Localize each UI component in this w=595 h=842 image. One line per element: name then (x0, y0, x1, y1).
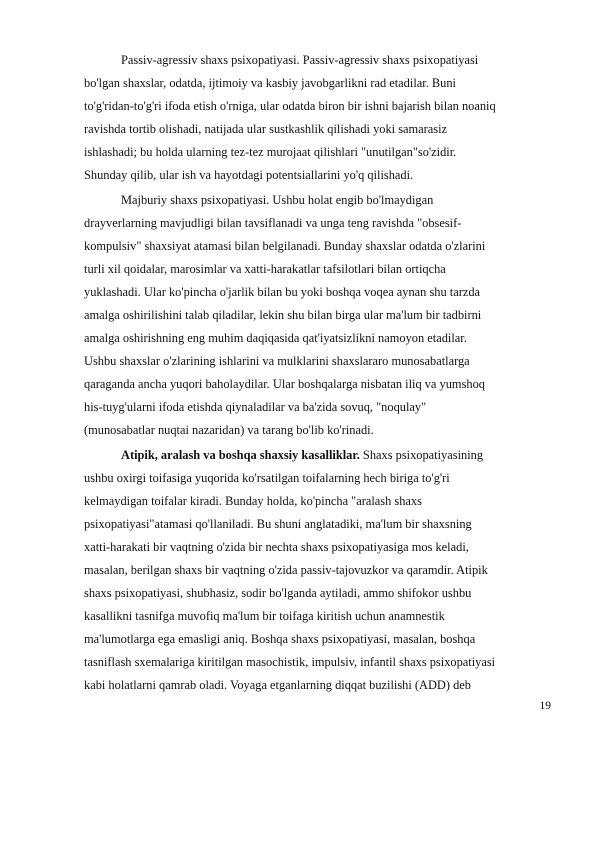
paragraph-line: amalga oshirilishini talab qiladilar, lekin shu bilan birga ular ma'lum bir tadbirni (84, 308, 482, 322)
paragraph-line: psixopatiyasi"atamasi qo'llaniladi. Bu shuni anglatadiki, ma'lum bir shaxsning (84, 517, 472, 531)
paragraph-line: shaxs psixopatiyasi, shubhasiz, sodir bo'lganda aytiladi, ammo shifokor ushbu (84, 586, 472, 600)
paragraph-line: bo'lgan shaxslar, odatda, ijtimoiy va kasbiy javobgarlikni rad etadilar. Buni (84, 76, 456, 90)
paragraph-line: kompulsiv" shaxsiyat atamasi bilan belgilanadi. Bunday shaxslar odatda o'zlarini (84, 239, 486, 253)
paragraph-line: ma'lumotlarga ega emasligi aniq. Boshqa shaxs psixopatiyasi, masalan, boshqa (84, 632, 476, 646)
paragraph-line: kelmaydigan toifalar kiradi. Bunday holda, ko'pincha "aralash shaxs (84, 494, 422, 508)
paragraph-line: masalan, berilgan shaxs bir vaqtning o'zida passiv-tajovuzkor va qaramdir. Atipik (84, 563, 488, 577)
paragraph-line: kabi holatlarni qamrab oladi. Voyaga etganlarning diqqat buzilishi (ADD) deb (84, 678, 471, 692)
paragraph-line: amalga oshirishning eng muhim daqiqasida qat'iyatsizlikni namoyon etadilar. (84, 331, 467, 345)
paragraph-line: ushbu oxirgi toifasiga yuqorida ko'rsatilgan toifalarning hech biriga to'g'ri (84, 471, 450, 485)
paragraph-line: Passiv-agressiv shaxs psixopatiyasi. Passiv-agressiv shaxs psixopatiyasi (121, 53, 479, 67)
paragraph-line: drayverlarning mavjudligi bilan tavsiflanadi va unga teng ravishda "obsesif- (84, 216, 462, 230)
section-heading: Atipik, aralash va boshqa shaxsiy kasalliklar. (121, 448, 360, 462)
paragraph-line: his-tuyg'ularni ifoda etishda qiynaladilar va ba'zida sovuq, "noqulay" (84, 400, 427, 414)
paragraph-line: turli xil qoidalar, marosimlar va xatti-harakatlar tafsilotlari bilan ortiqcha (84, 262, 446, 276)
page-number: 19 (539, 700, 551, 712)
paragraph-line: qaraganda ancha yuqori baholaydilar. Ular boshqalarga nisbatan iliq va yumshoq (84, 377, 485, 391)
paragraph-line: to'g'ridan-to'g'ri ifoda etish o'rniga, ular odatda biron bir ishni bajarish bilan noaniq (84, 99, 496, 113)
paragraph-line: Majburiy shaxs psixopatiyasi. Ushbu holat engib bo'lmaydigan (121, 193, 434, 207)
paragraph-line: (munosabatlar nuqtai nazaridan) va tarang bo'lib ko'rinadi. (84, 423, 374, 437)
paragraph-line: Ushbu shaxslar o'zlarining ishlarini va mulklarini shaxslararo munosabatlarga (84, 354, 470, 368)
paragraph-line: ravishda tortib olishadi, natijada ular sustkashlik qilishadi yoki samarasiz (84, 122, 448, 136)
paragraph-line (121, 447, 483, 463)
paragraph-line: tasniflash sxemalariga kiritilgan masochistik, impulsiv, infantil shaxs psixopatiyasi (84, 655, 496, 669)
paragraph-line: ishlashadi; bu holda ularning tez-tez murojaat qilishlari "unutilgan"so'zidir. (84, 145, 457, 159)
paragraph-line: xatti-harakati bir vaqtning o'zida bir nechta shaxs psixopatiyasiga mos keladi, (84, 540, 469, 554)
paragraph-line: Shunday qilib, ular ish va hayotdagi potentsiallarini yo'q qilishadi. (84, 168, 414, 182)
paragraph-line: kasallikni tasnifga muvofiq ma'lum bir toifaga kiritish uchun anamnestik (84, 609, 445, 623)
paragraph-line: yuklashadi. Ular ko'pincha o'jarlik bilan bu yoki boshqa voqea aynan shu tarzda (84, 285, 481, 299)
paragraph-text: Shaxs psixopatiyasining (359, 448, 484, 462)
